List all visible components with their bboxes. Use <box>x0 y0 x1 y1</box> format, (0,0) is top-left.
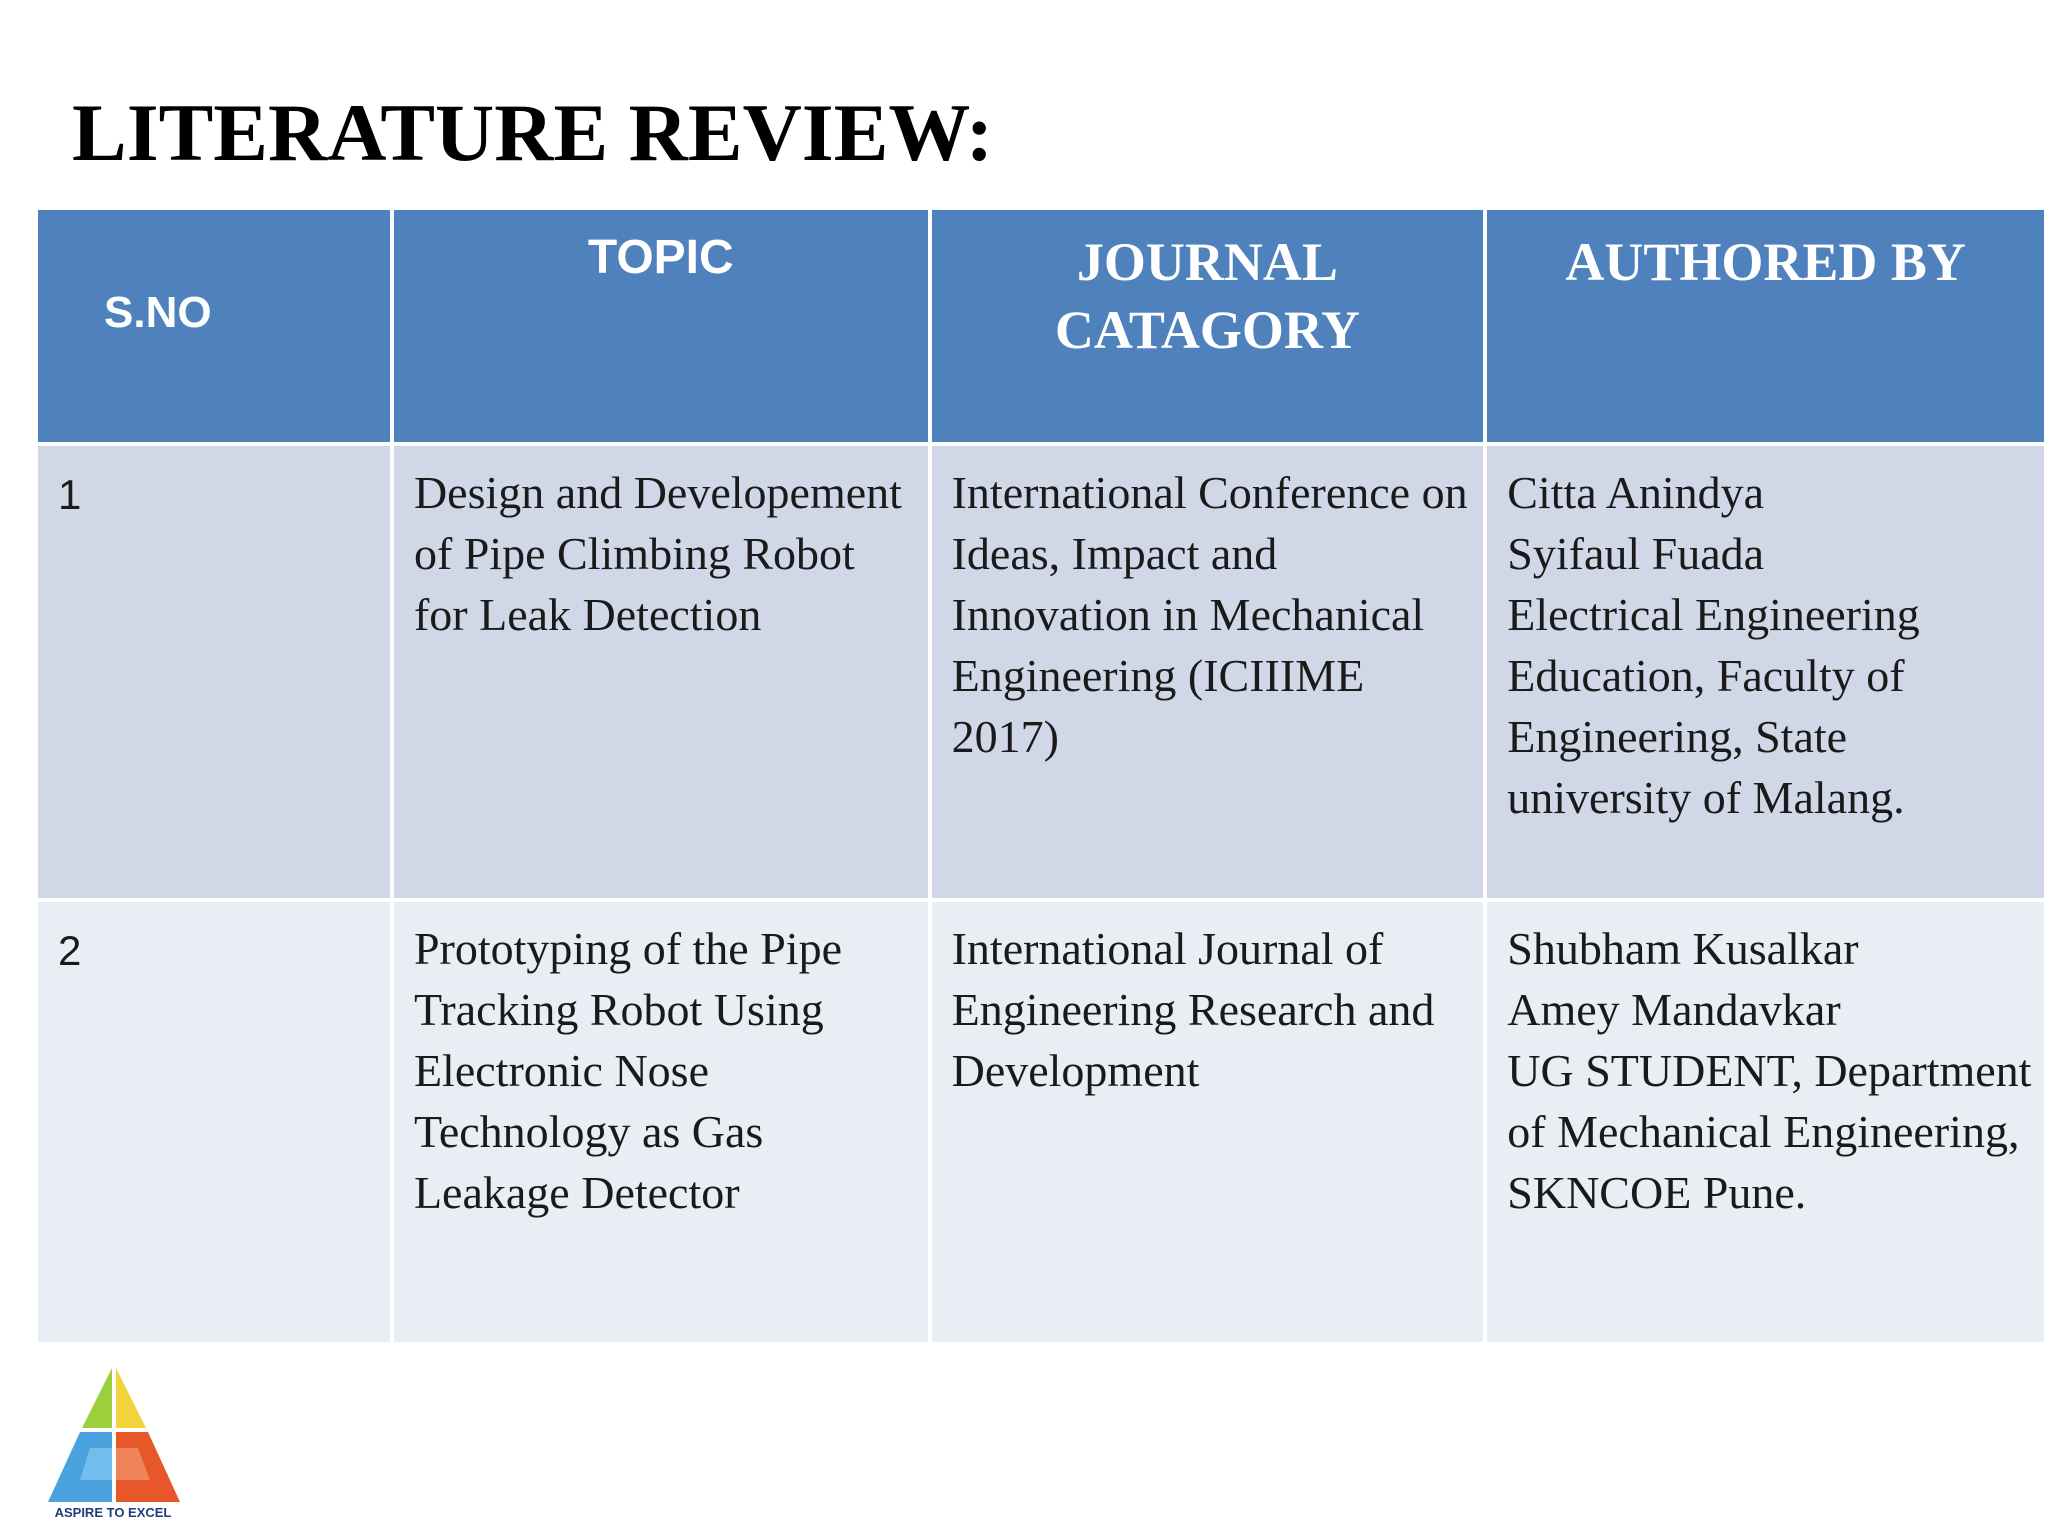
cell-topic: Design and Developement of Pipe Climbing Robot for Leak Detection <box>394 446 928 898</box>
author-affiliation: UG STUDENT, Department of Mechanical Engineering, SKNCOE Pune. <box>1507 1045 2032 1218</box>
author-name: Shubham Kusalkar <box>1507 923 1859 974</box>
literature-review-table <box>34 206 2048 1346</box>
cell-sno: 1 <box>38 446 390 898</box>
author-name: Citta Anindya <box>1507 467 1765 518</box>
author-name: Amey Mandavkar <box>1507 984 1841 1035</box>
slide-title: LITERATURE REVIEW: <box>72 87 994 178</box>
logo-caption: ASPIRE TO EXCEL <box>54 1505 172 1520</box>
table-header-row <box>38 210 2044 442</box>
table-row <box>38 446 2044 898</box>
cell-authors <box>1487 902 2044 1342</box>
author-name: Syifaul Fuada <box>1507 528 1765 579</box>
aspire-to-excel-logo <box>34 1362 192 1520</box>
header-journal-category: JOURNAL CATAGORY <box>932 210 1484 442</box>
cell-topic: Prototyping of the Pipe Tracking Robot Using Electronic Nose Technology as Gas Leakage Detector <box>394 902 928 1342</box>
header-topic: TOPIC <box>394 210 928 442</box>
header-sno: S.NO <box>38 210 390 442</box>
table-row <box>38 902 2044 1342</box>
cell-journal: International Conference on Ideas, Impact and Innovation in Mechanical Engineering (ICIIIME 2017) <box>932 446 1484 898</box>
author-affiliation: Electrical Engineering Education, Faculty of Engineering, State university of Malang. <box>1507 589 1920 823</box>
cell-sno: 2 <box>38 902 390 1342</box>
cell-journal: International Journal of Engineering Research and Development <box>932 902 1484 1342</box>
cell-authors <box>1487 446 2044 898</box>
header-authored-by: AUTHORED BY <box>1487 210 2044 442</box>
